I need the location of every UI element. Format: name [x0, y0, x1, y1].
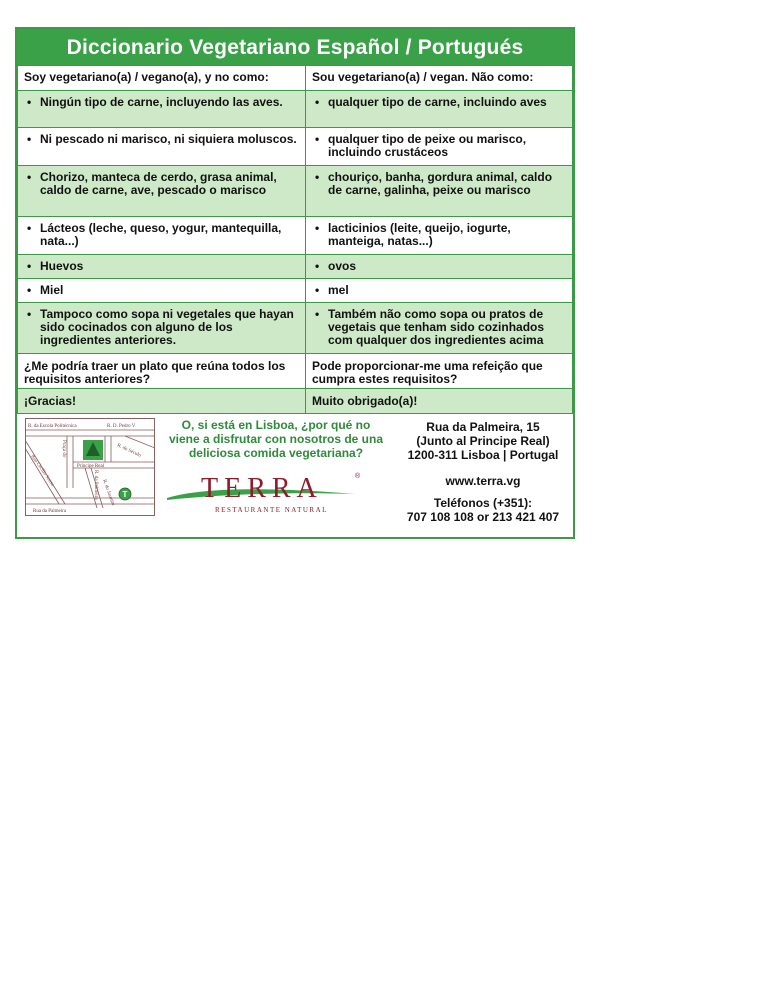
row-es: • Lácteos (leche, queso, yogur, mantequilla, nata...) — [18, 217, 305, 248]
thanks-pt: Muito obrigado(a)! — [312, 394, 418, 408]
address-line1: Rua da Palmeira, 15 — [426, 420, 540, 434]
row-pt: • qualquer tipo de peixe ou marisco, incluindo crustáceos — [306, 128, 572, 159]
table-row — [18, 91, 573, 128]
map-street: Rua da Palmeira — [33, 509, 67, 514]
row-pt: • lacticinios (leite, queijo, iogurte, manteiga, natas...) — [306, 217, 572, 248]
row-es: • Ningún tipo de carne, incluyendo las aves. — [18, 91, 305, 109]
map-marker-label: T — [122, 490, 128, 499]
row-es: • Miel — [18, 279, 305, 297]
row-pt: • ovos — [306, 255, 572, 273]
map-street: R. da Escola Politécnica — [28, 424, 77, 429]
contact-block — [395, 420, 571, 524]
map-street: R. da Palmeira — [93, 470, 98, 500]
phone-numbers: 707 108 108 or 213 421 407 — [406, 510, 560, 524]
map-street: Príncipe Real — [77, 464, 105, 469]
map-street: R. do Século — [116, 443, 142, 459]
thanks-es: ¡Gracias! — [24, 394, 77, 408]
map-street: R. D. Pedro V — [107, 424, 136, 429]
table-row-thanks — [18, 389, 573, 414]
website-link[interactable]: www.terra.vg — [445, 474, 521, 488]
logo-tagline: RESTAURANTE NATURAL — [215, 506, 328, 514]
map-street: Praça do — [61, 440, 66, 458]
dictionary-table — [17, 65, 573, 414]
phone-label: Teléfonos (+351): — [433, 496, 533, 510]
row-es: • Ni pescado ni marisco, ni siquiera moluscos. — [18, 128, 305, 146]
address-line3: 1200-311 Lisboa | Portugal — [407, 448, 559, 462]
table-header-row — [18, 66, 573, 91]
row-pt: • mel — [306, 279, 572, 297]
terra-logo — [165, 468, 370, 518]
promo-text: O, si está en Lisboa, ¿por qué no viene a disfrutar con nosotros de una deliciosa comida vegetariana? — [168, 418, 384, 460]
row-es: • Chorizo, manteca de cerdo, grasa animal, caldo de carne, ave, pescado o marisco — [18, 166, 305, 197]
table-row — [18, 128, 573, 166]
footer-section — [17, 414, 573, 524]
question-pt: Pode proporcionar-me uma refeição que cumpra estes requisitos? — [312, 359, 543, 386]
question-es: ¿Me podría traer un plato que reúna todos los requisitos anteriores? — [24, 359, 286, 386]
address-line2: (Junto al Principe Real) — [416, 434, 550, 448]
location-map — [25, 418, 155, 516]
table-row — [18, 217, 573, 255]
logo-name: TERRA — [201, 473, 323, 504]
row-es: • Tampoco como sopa ni vegetales que hayan sido cocinados con alguno de los ingredientes anteriores. — [18, 303, 305, 347]
map-street: R. do Jasmim — [101, 478, 116, 507]
header-es: Soy vegetariano(a) / vegano(a), y no como: — [18, 66, 306, 91]
logo-registered: ® — [355, 473, 361, 480]
row-pt: • chouriço, banha, gordura animal, caldo de carne, galinha, peixe ou marisco — [306, 166, 572, 197]
row-pt: • qualquer tipo de carne, incluindo aves — [306, 91, 572, 109]
table-row — [18, 166, 573, 217]
table-row — [18, 303, 573, 354]
vegetarian-dictionary-card — [15, 27, 575, 539]
header-pt: Sou vegetariano(a) / vegan. Não como: — [306, 66, 573, 91]
card-title: Diccionario Vegetariano Español / Portugués — [17, 29, 573, 65]
table-row — [18, 255, 573, 279]
table-row-question — [18, 354, 573, 389]
table-row — [18, 279, 573, 303]
map-street: Rua Cecílio Sousa — [29, 454, 55, 488]
row-es: • Huevos — [18, 255, 305, 273]
row-pt: • Também não como sopa ou pratos de vegetais que tenham sido cozinhados com qualquer dos ingredientes acima — [306, 303, 572, 347]
